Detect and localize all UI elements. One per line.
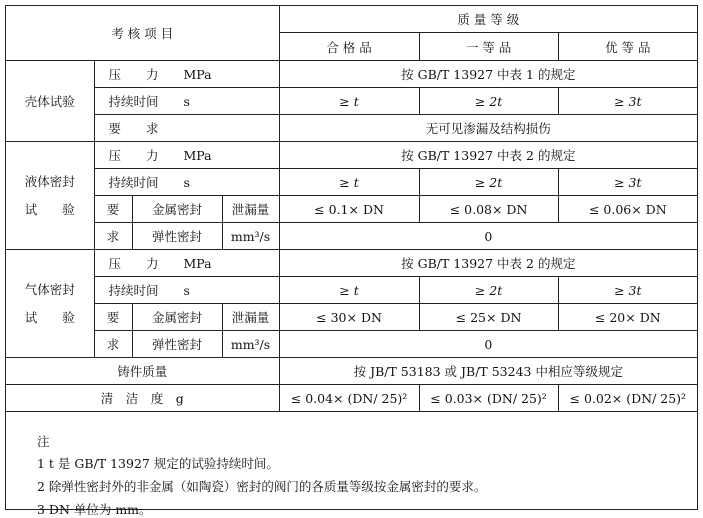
liquid-duration-g1: ≥ t xyxy=(279,169,419,196)
gas-req-b: 求 xyxy=(94,331,132,358)
header-grade-first: 一 等 品 xyxy=(419,33,558,61)
gas-seal-label-a: 气体密封 xyxy=(24,281,75,297)
liquid-req-b: 求 xyxy=(94,223,132,250)
gas-elastic-label: 弹性密封 xyxy=(132,331,222,358)
gas-duration-g1: ≥ t xyxy=(279,277,419,304)
liquid-duration-g3: ≥ 3t xyxy=(558,169,697,196)
gas-metal-g1: ≤ 30× DN xyxy=(279,304,419,331)
gas-metal-g3: ≤ 20× DN xyxy=(558,304,697,331)
shell-duration-g3: ≥ 3t xyxy=(558,88,697,115)
header-grade: 质 量 等 级 xyxy=(279,6,697,33)
liquid-duration-row xyxy=(6,169,697,196)
gas-seal-label xyxy=(6,250,94,358)
gas-unit-label: mm³/s xyxy=(222,331,279,358)
liquid-pressure-row xyxy=(6,142,697,169)
liquid-pressure-value: 按 GB/T 13927 中表 2 的规定 xyxy=(279,142,697,169)
quality-grade-table xyxy=(6,6,697,412)
quality-grade-table-frame xyxy=(5,5,698,517)
shell-requirement-label: 要 求 xyxy=(94,115,279,142)
shell-duration-g1: ≥ t xyxy=(279,88,419,115)
liquid-metal-g2: ≤ 0.08× DN xyxy=(419,196,558,223)
note-3: 3 DN 单位为 mm。 xyxy=(37,502,152,517)
liquid-duration-label: 持续时间 s xyxy=(94,169,279,196)
liquid-seal-label-b: 试 验 xyxy=(24,201,75,217)
liquid-elastic-value: 0 xyxy=(279,223,697,250)
gas-duration-g2: ≥ 2t xyxy=(419,277,558,304)
liquid-seal-label xyxy=(6,142,94,250)
casting-label: 铸件质量 xyxy=(6,358,279,385)
header-grade-qualified: 合 格 品 xyxy=(279,33,419,61)
note-1: 1 t 是 GB/T 13927 规定的试验持续时间。 xyxy=(37,456,279,471)
liquid-metal-label: 金属密封 xyxy=(132,196,222,223)
liquid-metal-row xyxy=(6,196,697,223)
casting-value: 按 JB/T 53183 或 JB/T 53243 中相应等级规定 xyxy=(279,358,697,385)
liquid-unit-label: mm³/s xyxy=(222,223,279,250)
shell-test-label: 壳体试验 xyxy=(6,61,94,142)
gas-metal-row xyxy=(6,304,697,331)
shell-pressure-row xyxy=(6,61,697,88)
liquid-pressure-label: 压 力 MPa xyxy=(94,142,279,169)
note-2: 2 除弹性密封外的非金属（如陶瓷）密封的阀门的各质量等级按金属密封的要求。 xyxy=(37,479,487,494)
gas-pressure-label: 压 力 MPa xyxy=(94,250,279,277)
shell-duration-label: 持续时间 s xyxy=(94,88,279,115)
gas-elastic-value: 0 xyxy=(279,331,697,358)
shell-pressure-label: 压 力 MPa xyxy=(94,61,279,88)
liquid-metal-g1: ≤ 0.1× DN xyxy=(279,196,419,223)
shell-requirement-row xyxy=(6,115,697,142)
liquid-req-a: 要 xyxy=(94,196,132,223)
liquid-metal-g3: ≤ 0.06× DN xyxy=(558,196,697,223)
gas-duration-label: 持续时间 s xyxy=(94,277,279,304)
gas-duration-row xyxy=(6,277,697,304)
shell-requirement-value: 无可见渗漏及结构损伤 xyxy=(279,115,697,142)
cleanliness-g3: ≤ 0.02× (DN/ 25)² xyxy=(558,385,697,412)
header-grade-superior: 优 等 品 xyxy=(558,33,697,61)
gas-pressure-value: 按 GB/T 13927 中表 2 的规定 xyxy=(279,250,697,277)
liquid-duration-g2: ≥ 2t xyxy=(419,169,558,196)
liquid-seal-label-a: 液体密封 xyxy=(24,173,75,189)
gas-elastic-row xyxy=(6,331,697,358)
cleanliness-label: 清 洁 度 g xyxy=(6,385,279,412)
gas-seal-label-b: 试 验 xyxy=(24,309,75,325)
header-row-1 xyxy=(6,6,697,33)
casting-row xyxy=(6,358,697,385)
gas-duration-g3: ≥ 3t xyxy=(558,277,697,304)
gas-metal-label: 金属密封 xyxy=(132,304,222,331)
gas-metal-g2: ≤ 25× DN xyxy=(419,304,558,331)
shell-duration-g2: ≥ 2t xyxy=(419,88,558,115)
cleanliness-g2: ≤ 0.03× (DN/ 25)² xyxy=(419,385,558,412)
liquid-elastic-label: 弹性密封 xyxy=(132,223,222,250)
notes-title: 注 xyxy=(37,434,50,449)
shell-pressure-value: 按 GB/T 13927 中表 1 的规定 xyxy=(279,61,697,88)
cleanliness-g1: ≤ 0.04× (DN/ 25)² xyxy=(279,385,419,412)
liquid-leak-label: 泄漏量 xyxy=(222,196,279,223)
gas-req-a: 要 xyxy=(94,304,132,331)
cleanliness-row xyxy=(6,385,697,412)
gas-pressure-row xyxy=(6,250,697,277)
shell-duration-row xyxy=(6,88,697,115)
header-item: 考 核 项 目 xyxy=(6,6,279,61)
liquid-elastic-row xyxy=(6,223,697,250)
gas-leak-label: 泄漏量 xyxy=(222,304,279,331)
